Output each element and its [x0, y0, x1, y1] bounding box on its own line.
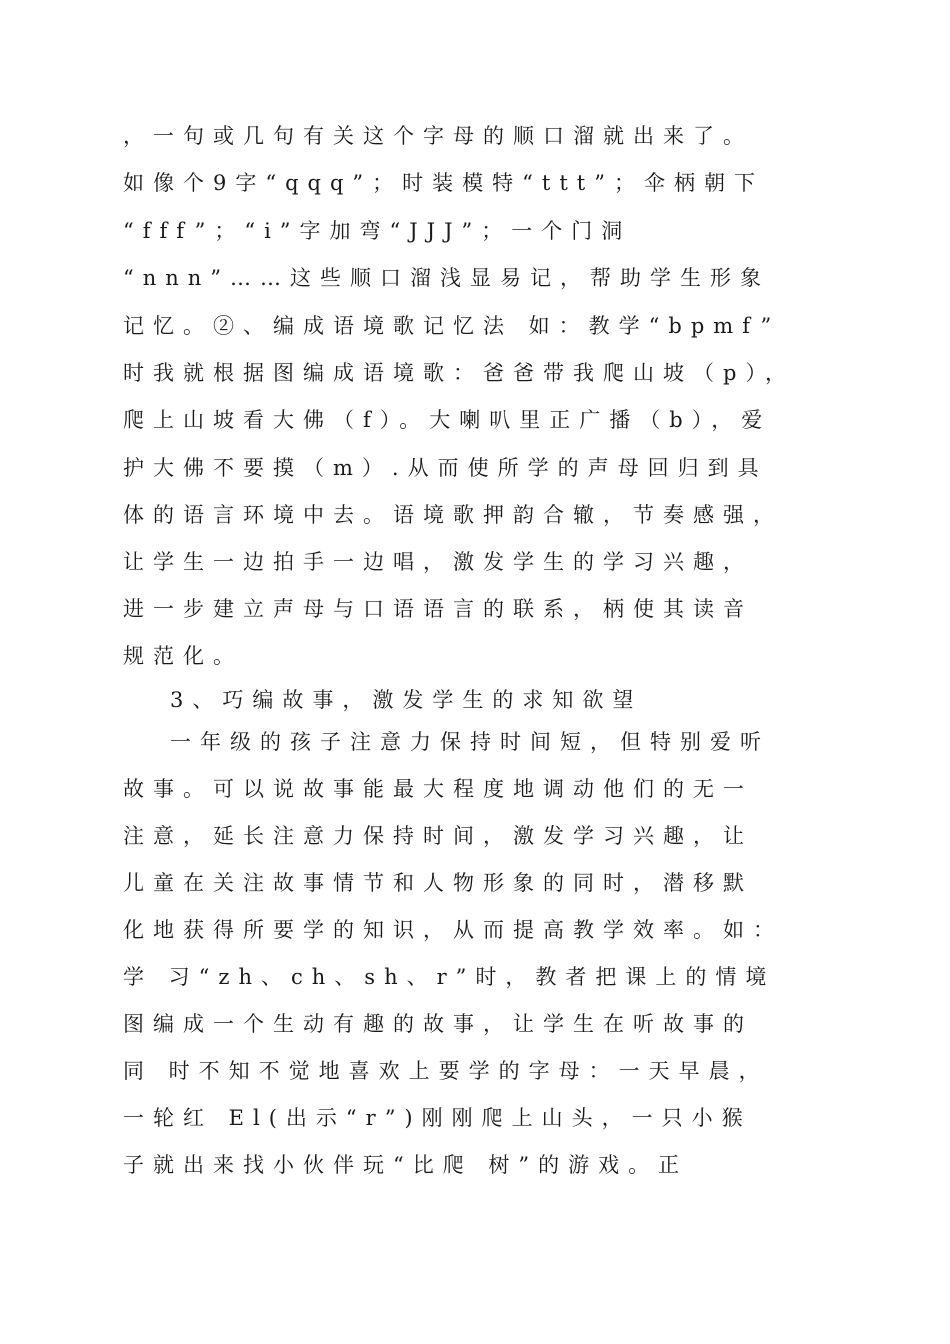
text-line-15: 故事。可以说故事能最大程度地调动他们的无一	[123, 777, 753, 801]
text-line-3: “fff”；“i”字加弯“JJJ”；一个门洞	[123, 219, 632, 243]
section-heading: 3、巧编故事，激发学生的求知欲望	[170, 688, 643, 712]
text-line-21: 同 时不知不觉地喜欢上要学的字母：一天早晨，	[123, 1059, 769, 1083]
text-line-12: 规范化。	[123, 644, 243, 668]
text-line-18: 化地获得所要学的知识，从而提高教学效率。如：	[123, 918, 783, 942]
text-line-4: “nnn”……这些顺口溜浅显易记，帮助学生形象	[123, 266, 771, 290]
text-line-14: 一年级的孩子注意力保持时间短，但特别爱听	[170, 730, 770, 754]
text-line-23: 子就出来找小伙伴玩“比爬 树”的游戏。正	[123, 1153, 689, 1177]
text-line-6: 时我就根据图编成语境歌：爸爸带我爬山坡（p），	[123, 361, 795, 385]
text-line-9: 体的语言环境中去。语境歌押韵合辙，节奏感强，	[123, 503, 783, 527]
text-line-8: 护大佛不要摸（m）.从而使所学的声母回归到具	[123, 456, 768, 480]
text-line-11: 进一步建立声母与口语语言的联系，柄使其读音	[123, 597, 753, 621]
text-line-20: 图编成一个生动有趣的故事，让学生在听故事的	[123, 1012, 753, 1036]
text-line-2: 如像个9字“qqq”；时装模特“ttt”；伞柄朝下	[123, 171, 764, 195]
text-line-7: 爬上山坡看大佛（f）。大喇叭里正广播（b），爱	[123, 408, 772, 432]
text-line-10: 让学生一边拍手一边唱，激发学生的学习兴趣，	[123, 550, 753, 574]
text-line-22: 一轮红 El(出示“r”)刚刚爬上山头，一只小猴	[123, 1106, 752, 1130]
text-line-17: 儿童在关注故事情节和人物形象的同时，潜移默	[123, 871, 753, 895]
text-line-5: 记忆。②、编成语境歌记忆法 如：教学“bpmf”	[123, 314, 781, 338]
text-line-16: 注意，延长注意力保持时间，激发学习兴趣，让	[123, 824, 753, 848]
text-line-1: ，一句或几句有关这个字母的顺口溜就出来了。	[123, 124, 753, 148]
text-line-19: 学 习“zh、ch、sh、r”时，教者把课上的情境	[123, 965, 776, 989]
